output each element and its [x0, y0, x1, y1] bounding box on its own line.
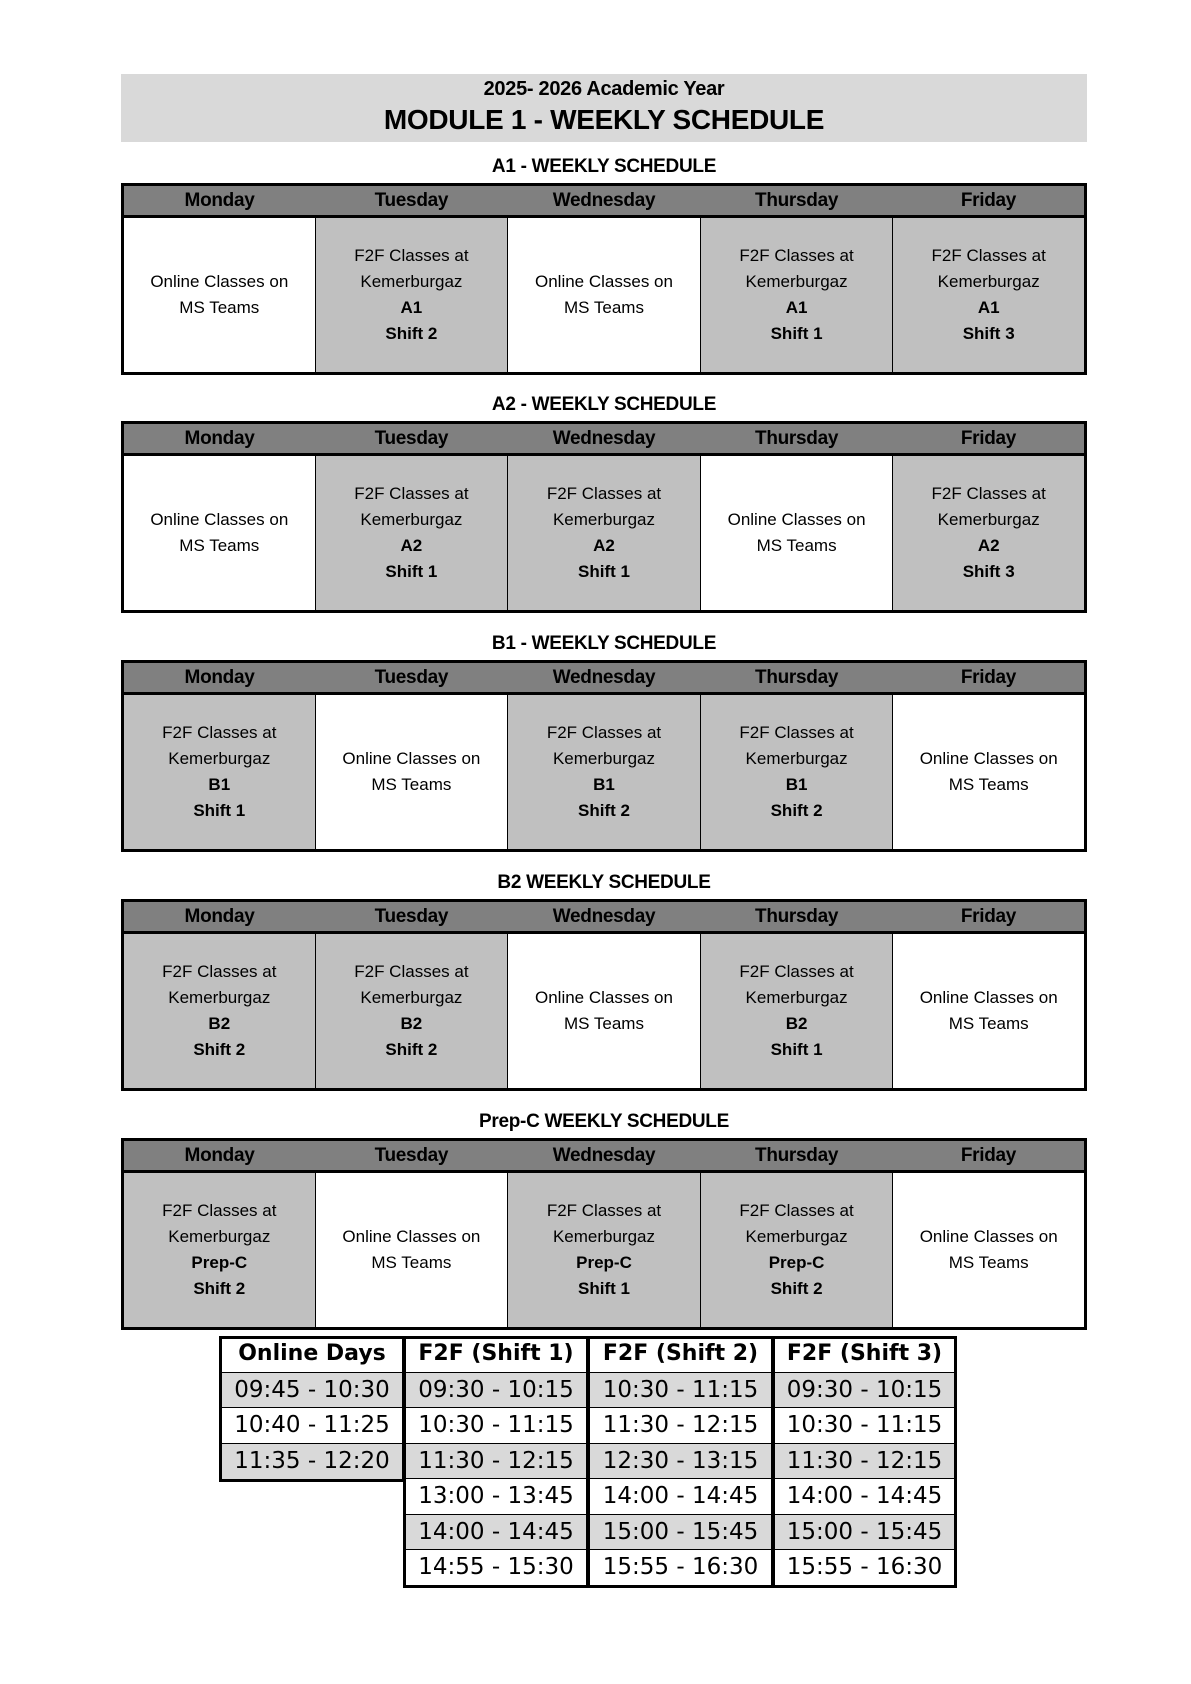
day-header: Wednesday: [508, 423, 701, 455]
cell-level: B1: [593, 775, 615, 794]
cell-location: Kemerburgaz: [745, 272, 848, 291]
f2f-class-cell: [700, 933, 893, 1090]
f2f-class-cell: [700, 217, 893, 374]
time-column-header: Online Days: [219, 1336, 405, 1373]
time-slot: 13:00 - 13:45: [403, 1478, 589, 1515]
cell-shift: Shift 1: [770, 1040, 823, 1059]
schedule-row: [123, 1172, 1086, 1329]
online-class-cell: [123, 455, 316, 612]
cell-text: F2F Classes at: [739, 723, 854, 742]
cell-shift: Shift 1: [770, 324, 823, 343]
time-column: [219, 1336, 405, 1480]
f2f-class-cell: [700, 694, 893, 851]
cell-location: MS Teams: [563, 298, 644, 317]
cell-location: Kemerburgaz: [360, 988, 463, 1007]
cell-location: MS Teams: [371, 775, 452, 794]
cell-location: Kemerburgaz: [168, 749, 271, 768]
time-slot: 10:30 - 11:15: [772, 1407, 957, 1444]
academic-year: 2025- 2026 Academic Year: [483, 78, 725, 100]
cell-shift: Shift 2: [385, 1040, 438, 1059]
time-column-header: F2F (Shift 3): [772, 1336, 957, 1373]
cell-text: Online Classes on: [150, 510, 289, 529]
cell-location: Kemerburgaz: [937, 510, 1040, 529]
cell-text: Online Classes on: [535, 988, 673, 1007]
cell-level: A1: [785, 298, 808, 317]
cell-level: B2: [208, 1014, 231, 1033]
cell-text: Online Classes on: [150, 272, 289, 291]
online-class-cell: [508, 933, 701, 1090]
cell-level: B2: [785, 1014, 808, 1033]
time-slot: 14:00 - 14:45: [403, 1514, 589, 1551]
day-header: Monday: [123, 901, 316, 933]
f2f-class-cell: [700, 1172, 893, 1329]
cell-shift: Shift 1: [578, 1279, 630, 1298]
cell-text: F2F Classes at: [931, 246, 1046, 265]
weekly-schedule-table: [121, 1138, 1087, 1330]
cell-location: MS Teams: [948, 1014, 1029, 1033]
cell-text: F2F Classes at: [931, 484, 1046, 503]
day-header: Friday: [893, 423, 1086, 455]
cell-text: F2F Classes at: [162, 723, 277, 742]
day-header: Thursday: [700, 185, 893, 217]
time-column: [772, 1336, 957, 1586]
time-slot: 12:30 - 13:15: [587, 1443, 774, 1480]
cell-location: Kemerburgaz: [552, 1227, 656, 1246]
time-slot: 14:00 - 14:45: [772, 1478, 957, 1515]
cell-text: F2F Classes at: [739, 246, 854, 265]
cell-text: Online Classes on: [727, 510, 866, 529]
time-slot: 15:00 - 15:45: [772, 1514, 957, 1551]
schedule-title: B2 WEEKLY SCHEDULE: [497, 872, 711, 893]
day-header: Tuesday: [315, 662, 508, 694]
day-header-row: [123, 1140, 1086, 1172]
page-title: MODULE 1 - WEEKLY SCHEDULE: [383, 104, 825, 135]
time-slot: 09:30 - 10:15: [403, 1372, 589, 1409]
day-header-row: [123, 662, 1086, 694]
cell-level: A2: [400, 536, 423, 555]
cell-shift: Shift 2: [193, 1279, 246, 1298]
online-class-cell: [508, 217, 701, 374]
cell-text: F2F Classes at: [354, 484, 469, 503]
day-header: Monday: [123, 662, 316, 694]
time-slot: 09:45 - 10:30: [219, 1372, 405, 1409]
cell-level: B1: [785, 775, 808, 794]
schedule-title: B1 - WEEKLY SCHEDULE: [491, 633, 717, 654]
online-class-cell: [893, 1172, 1086, 1329]
day-header: Monday: [123, 423, 316, 455]
cell-shift: Shift 2: [193, 1040, 246, 1059]
day-header: Wednesday: [508, 901, 701, 933]
day-header: Thursday: [700, 1140, 893, 1172]
f2f-class-cell: [893, 455, 1086, 612]
cell-location: MS Teams: [756, 536, 837, 555]
day-header: Wednesday: [508, 1140, 701, 1172]
online-class-cell: [893, 694, 1086, 851]
cell-location: Kemerburgaz: [168, 988, 271, 1007]
cell-location: Kemerburgaz: [745, 749, 848, 768]
cell-shift: Shift 3: [962, 324, 1015, 343]
f2f-class-cell: [508, 1172, 701, 1329]
day-header-row: [123, 423, 1086, 455]
cell-text: F2F Classes at: [162, 1201, 277, 1220]
time-column-header: F2F (Shift 2): [587, 1336, 774, 1373]
cell-text: F2F Classes at: [162, 962, 277, 981]
day-header-row: [123, 901, 1086, 933]
weekly-schedule-table: [121, 183, 1087, 375]
f2f-class-cell: [508, 694, 701, 851]
cell-location: Kemerburgaz: [552, 510, 656, 529]
cell-text: Online Classes on: [535, 272, 673, 291]
cell-text: F2F Classes at: [354, 962, 469, 981]
cell-shift: Shift 1: [385, 562, 438, 581]
schedule-title: Prep-C WEEKLY SCHEDULE: [479, 1111, 729, 1132]
f2f-class-cell: [508, 455, 701, 612]
cell-text: F2F Classes at: [546, 723, 662, 742]
cell-location: Kemerburgaz: [360, 510, 463, 529]
time-slot: 10:40 - 11:25: [219, 1407, 405, 1444]
f2f-class-cell: [123, 1172, 316, 1329]
cell-text: F2F Classes at: [739, 962, 854, 981]
cell-level: B2: [400, 1014, 423, 1033]
time-slot: 14:00 - 14:45: [587, 1478, 774, 1515]
cell-level: A2: [977, 536, 1000, 555]
cell-text: F2F Classes at: [354, 246, 469, 265]
cell-text: Online Classes on: [342, 749, 481, 768]
cell-location: MS Teams: [948, 1253, 1029, 1272]
day-header: Thursday: [700, 901, 893, 933]
document-title-banner: [121, 74, 1087, 142]
cell-level: Prep-C: [576, 1253, 632, 1272]
time-column-header: F2F (Shift 1): [403, 1336, 589, 1373]
cell-text: Online Classes on: [342, 1227, 481, 1246]
time-slot: 11:30 - 12:15: [772, 1443, 957, 1480]
cell-location: Kemerburgaz: [168, 1227, 271, 1246]
cell-shift: Shift 2: [770, 1279, 823, 1298]
time-slot: 11:30 - 12:15: [403, 1443, 589, 1480]
day-header: Monday: [123, 1140, 316, 1172]
cell-location: Kemerburgaz: [745, 988, 848, 1007]
online-class-cell: [315, 694, 508, 851]
time-slot: 11:30 - 12:15: [587, 1407, 774, 1444]
f2f-class-cell: [315, 933, 508, 1090]
online-class-cell: [893, 933, 1086, 1090]
f2f-class-cell: [315, 455, 508, 612]
cell-shift: Shift 1: [578, 562, 630, 581]
cell-text: Online Classes on: [919, 1227, 1058, 1246]
day-header: Tuesday: [315, 423, 508, 455]
cell-text: Online Classes on: [919, 749, 1058, 768]
cell-location: MS Teams: [563, 1014, 644, 1033]
day-header: Tuesday: [315, 1140, 508, 1172]
cell-location: Kemerburgaz: [552, 749, 656, 768]
cell-shift: Shift 2: [385, 324, 438, 343]
time-slot: 09:30 - 10:15: [772, 1372, 957, 1409]
cell-location: MS Teams: [948, 775, 1029, 794]
day-header: Wednesday: [508, 662, 701, 694]
cell-location: MS Teams: [371, 1253, 452, 1272]
day-header: Tuesday: [315, 185, 508, 217]
day-header: Monday: [123, 185, 316, 217]
f2f-class-cell: [123, 933, 316, 1090]
cell-location: Kemerburgaz: [360, 272, 463, 291]
time-slot: 14:55 - 15:30: [403, 1549, 589, 1586]
time-slot: 15:00 - 15:45: [587, 1514, 774, 1551]
weekly-schedule-table: [121, 899, 1087, 1091]
schedule-title: A1 - WEEKLY SCHEDULE: [491, 156, 717, 177]
cell-location: Kemerburgaz: [745, 1227, 848, 1246]
time-slot: 10:30 - 11:15: [587, 1372, 774, 1409]
schedule-row: [123, 694, 1086, 851]
day-header-row: [123, 185, 1086, 217]
cell-text: F2F Classes at: [739, 1201, 854, 1220]
online-class-cell: [123, 217, 316, 374]
cell-location: Kemerburgaz: [937, 272, 1040, 291]
cell-shift: Shift 1: [193, 801, 246, 820]
time-slot: 10:30 - 11:15: [403, 1407, 589, 1444]
cell-shift: Shift 3: [962, 562, 1015, 581]
cell-level: Prep-C: [768, 1253, 825, 1272]
day-header: Thursday: [700, 423, 893, 455]
schedule-row: [123, 217, 1086, 374]
weekly-schedule-table: [121, 660, 1087, 852]
day-header: Thursday: [700, 662, 893, 694]
cell-text: Online Classes on: [919, 988, 1058, 1007]
cell-level: B1: [208, 775, 231, 794]
day-header: Tuesday: [315, 901, 508, 933]
cell-level: A1: [400, 298, 423, 317]
online-class-cell: [315, 1172, 508, 1329]
day-header: Friday: [893, 185, 1086, 217]
cell-location: MS Teams: [179, 536, 260, 555]
f2f-class-cell: [893, 217, 1086, 374]
cell-level: Prep-C: [191, 1253, 248, 1272]
f2f-class-cell: [123, 694, 316, 851]
day-header: Friday: [893, 1140, 1086, 1172]
time-slot: 15:55 - 16:30: [587, 1549, 774, 1586]
day-header: Friday: [893, 901, 1086, 933]
cell-text: F2F Classes at: [546, 484, 662, 503]
cell-location: MS Teams: [179, 298, 260, 317]
cell-level: A2: [593, 536, 615, 555]
f2f-class-cell: [315, 217, 508, 374]
day-header: Friday: [893, 662, 1086, 694]
time-column: [587, 1336, 774, 1586]
time-slot: 15:55 - 16:30: [772, 1549, 957, 1586]
cell-shift: Shift 2: [578, 801, 630, 820]
time-column: [403, 1336, 589, 1586]
schedule-title: A2 - WEEKLY SCHEDULE: [491, 394, 717, 415]
online-class-cell: [700, 455, 893, 612]
cell-shift: Shift 2: [770, 801, 823, 820]
day-header: Wednesday: [508, 185, 701, 217]
schedule-row: [123, 455, 1086, 612]
weekly-schedule-table: [121, 421, 1087, 613]
schedule-row: [123, 933, 1086, 1090]
class-times-table: [219, 1336, 957, 1594]
cell-text: F2F Classes at: [546, 1201, 662, 1220]
cell-level: A1: [977, 298, 1000, 317]
time-slot: 11:35 - 12:20: [219, 1443, 405, 1480]
